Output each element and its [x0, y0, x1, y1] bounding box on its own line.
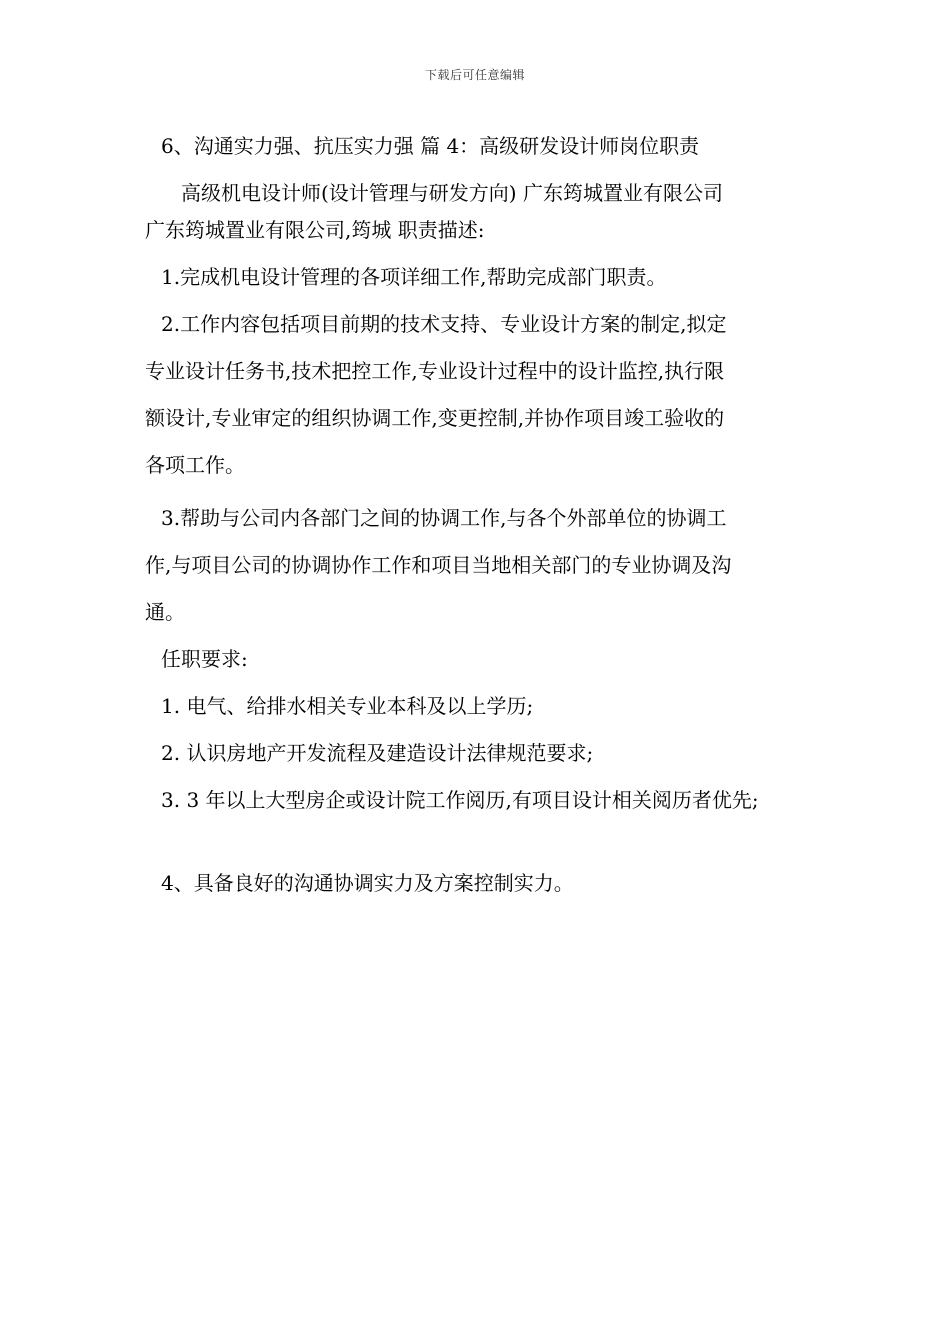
duty-item-1: 1.完成机电设计管理的各项详细工作,帮助完成部门职责。: [161, 265, 667, 289]
paragraph-job-title: [145, 175, 810, 249]
paragraph-line: 额设计,专业审定的组织协调工作,变更控制,并协作项目竣工验收的: [145, 406, 725, 430]
document-body: [145, 128, 810, 902]
requirement-item-3: 3. 3 年以上大型房企或设计院工作阅历,有项目设计相关阅历者优先;: [161, 788, 759, 812]
requirement-item-2: 2. 认识房地产开发流程及建造设计法律规范要求;: [161, 741, 594, 765]
paragraph-line: 3.帮助与公司内各部门之间的协调工作,与各个外部单位的协调工: [161, 506, 727, 530]
requirements-title: 任职要求:: [161, 647, 248, 671]
paragraph-line: 通。: [145, 600, 185, 624]
paragraph-line: 广东筠城置业有限公司,筠城 职责描述:: [145, 218, 485, 242]
duty-item-3: [145, 500, 810, 631]
requirement-item-4: 4、具备良好的沟通协调实力及方案控制实力。: [161, 871, 574, 895]
body-line-heading: 6、沟通实力强、抗压实力强 篇 4：高级研发设计师岗位职责: [161, 134, 700, 158]
duty-item-2: [145, 306, 810, 484]
page-header-note: 下载后可任意编辑: [424, 68, 525, 82]
paragraph-line: 高级机电设计师(设计管理与研发方向) 广东筠城置业有限公司: [181, 181, 723, 205]
paragraph-line: 作,与项目公司的协调协作工作和项目当地相关部门的专业协调及沟: [145, 553, 732, 577]
paragraph-line: 专业设计任务书,技术把控工作,专业设计过程中的设计监控,执行限: [145, 359, 725, 383]
requirement-item-1: 1. 电气、给排水相关专业本科及以上学历;: [161, 694, 534, 718]
paragraph-line: 各项工作。: [145, 453, 245, 477]
paragraph-line: 2.工作内容包括项目前期的技术支持、专业设计方案的制定,拟定: [161, 312, 727, 336]
